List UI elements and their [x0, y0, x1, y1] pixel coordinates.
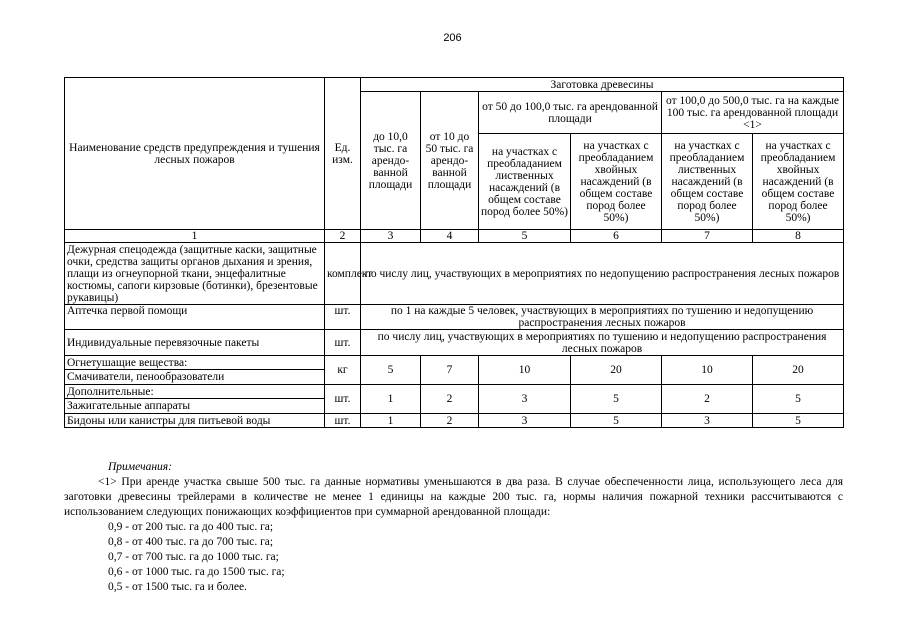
- row-value: 1: [361, 414, 421, 428]
- row-name: Смачиватели, пенообразователи: [65, 370, 325, 385]
- header-col7: на участках с преобладанием лиственных насаждений (в общем составе пород более 50%): [662, 134, 753, 230]
- row-value: 2: [421, 385, 479, 414]
- row-norm: по числу лиц, участвующих в мероприятиях по недопущению распространения лесных пожаров: [361, 243, 844, 305]
- row-unit: кг: [325, 356, 361, 385]
- header-col6: на участках с преобладанием хвойных насаждений (в общем составе пород более 50%): [571, 134, 662, 230]
- row-value: 20: [753, 356, 844, 385]
- header-col8: на участках с преобладанием хвойных насаждений (в общем составе пород более 50%): [753, 134, 844, 230]
- row-name: Бидоны или канистры для питьевой воды: [65, 414, 325, 428]
- row-value: 5: [361, 356, 421, 385]
- header-col5: на участках с преобладанием лиственных насаждений (в общем составе пород более 50%): [479, 134, 571, 230]
- row-value: 5: [571, 414, 662, 428]
- notes-paragraph: <1> При аренде участка свыше 500 тыс. га данные нормативы уменьшаются в два раза. В случае обеспеченности лица, использующего леса для заготовки древесины трейлерами в количестве не менее 1 единицы на каждые 200 тыс. га, нормы наличия пожарной техники рассчитываются с использованием следующих понижающих коэффициентов при суммарной арендованной площади:: [64, 476, 843, 518]
- header-name: Наименование средств предупреждения и тушения лесных пожаров: [65, 78, 325, 230]
- row-unit: шт.: [325, 385, 361, 414]
- table-row: [65, 414, 844, 428]
- row-value: 5: [571, 385, 662, 414]
- row-unit: комплект: [325, 243, 361, 305]
- notes-title: Примечания:: [108, 461, 172, 473]
- col-number: 7: [662, 230, 753, 243]
- row-value: 5: [753, 414, 844, 428]
- row-value: 2: [662, 385, 753, 414]
- table-row: [65, 356, 844, 370]
- col-number: 5: [479, 230, 571, 243]
- notes-section: [64, 460, 843, 595]
- row-value: 20: [571, 356, 662, 385]
- row-name: Аптечка первой помощи: [65, 305, 325, 330]
- row-value: 1: [361, 385, 421, 414]
- row-unit: шт.: [325, 330, 361, 356]
- table-row: [65, 305, 844, 330]
- col-number: 2: [325, 230, 361, 243]
- row-value: 7: [421, 356, 479, 385]
- row-name: Индивидуальные перевязочные пакеты: [65, 330, 325, 356]
- row-name: Дополнительные:: [65, 385, 325, 399]
- row-unit: шт.: [325, 414, 361, 428]
- coefficient-item: 0,7 - от 700 тыс. га до 1000 тыс. га;: [108, 551, 279, 563]
- table-row: [65, 243, 844, 305]
- row-value: 3: [479, 414, 571, 428]
- coefficient-item: 0,5 - от 1500 тыс. га и более.: [108, 581, 247, 593]
- row-norm: по 1 на каждые 5 человек, участвующих в мероприятиях по тушению и недопущению распространения лесных пожаров: [361, 305, 844, 330]
- row-name: Дежурная спецодежда (защитные каски, защитные очки, средства защиты органов дыхания и зрения, плащи из огнеупорной ткани, энцефалитные костюмы, сапоги кирзовые (ботинки), брезентовые рукавицы): [65, 243, 325, 305]
- col-number: 8: [753, 230, 844, 243]
- header-col4: от 10 до 50 тыс. га арендо-ванной площади: [421, 92, 479, 230]
- col-number: 3: [361, 230, 421, 243]
- fire-equipment-norms-table: [64, 77, 844, 428]
- col-number: 6: [571, 230, 662, 243]
- header-group-100-500: от 100,0 до 500,0 тыс. га на каждые 100 тыс. га арендованной площади <1>: [662, 92, 844, 134]
- row-value: 10: [479, 356, 571, 385]
- col-number: 1: [65, 230, 325, 243]
- row-norm: по числу лиц, участвующих в мероприятиях по тушению и недопущению распространения лесных пожаров: [361, 330, 844, 356]
- header-group-50-100: от 50 до 100,0 тыс. га арендованной площади: [479, 92, 662, 134]
- row-name: Огнетушащие вещества:: [65, 356, 325, 370]
- header-harvest: Заготовка древесины: [361, 78, 844, 92]
- page-number: 206: [443, 32, 462, 44]
- header-col3: до 10,0 тыс. га арендо-ванной площади: [361, 92, 421, 230]
- coefficient-item: 0,6 - от 1000 тыс. га до 1500 тыс. га;: [108, 566, 285, 578]
- table-row: [65, 330, 844, 356]
- table-row: [65, 385, 844, 399]
- row-name: Зажигательные аппараты: [65, 399, 325, 414]
- row-value: 3: [479, 385, 571, 414]
- row-value: 5: [753, 385, 844, 414]
- coefficient-item: 0,9 - от 200 тыс. га до 400 тыс. га;: [108, 521, 274, 533]
- row-value: 10: [662, 356, 753, 385]
- col-number: 4: [421, 230, 479, 243]
- coefficient-item: 0,8 - от 400 тыс. га до 700 тыс. га;: [108, 536, 274, 548]
- row-value: 2: [421, 414, 479, 428]
- row-unit: шт.: [325, 305, 361, 330]
- row-value: 3: [662, 414, 753, 428]
- header-unit: Ед. изм.: [325, 78, 361, 230]
